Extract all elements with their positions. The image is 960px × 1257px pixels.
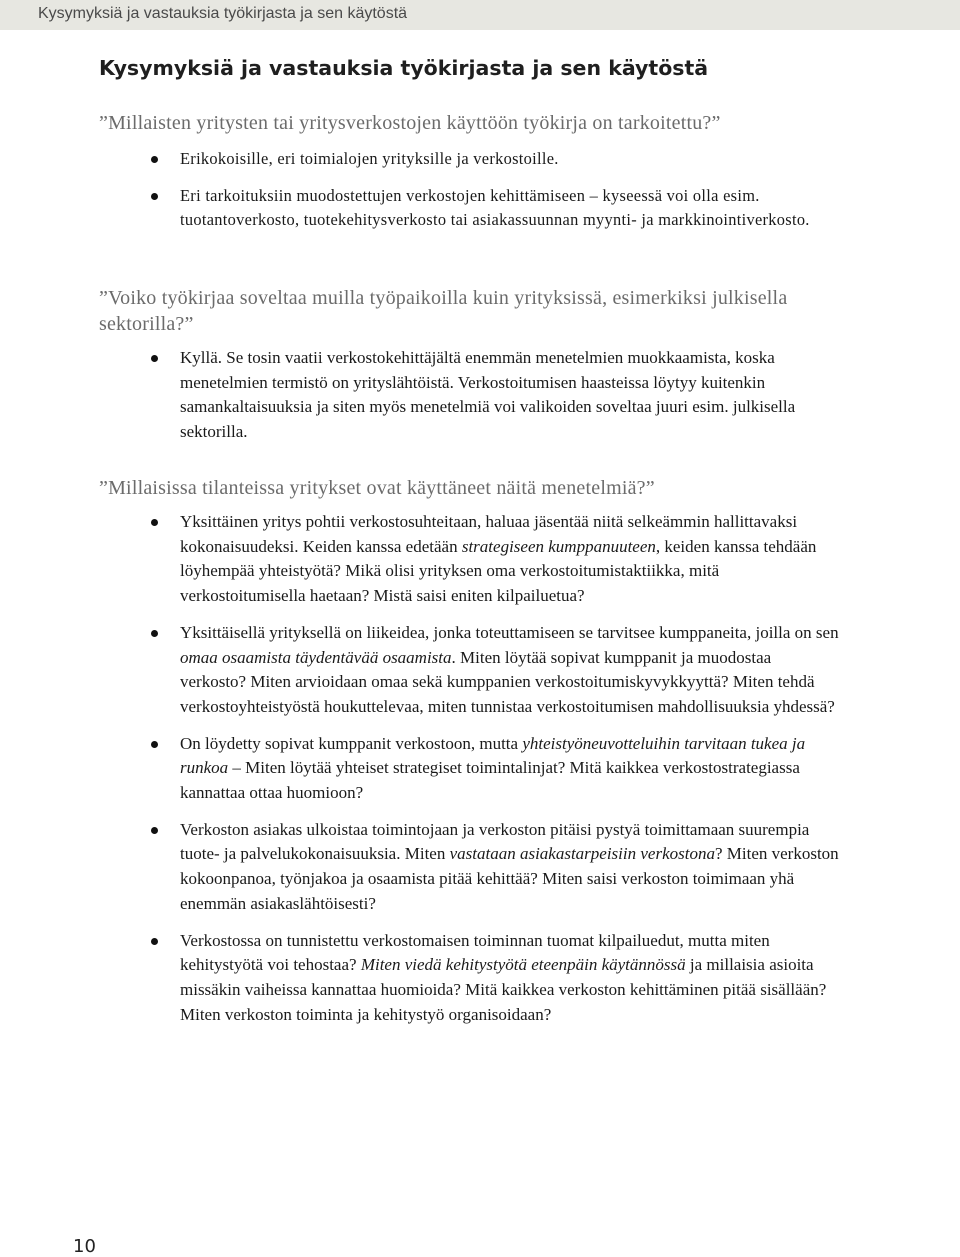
- list-item: Eri tarkoituksiin muodostettujen verkostojen kehittämiseen – kyseessä voi olla esim. tuotantoverkosto, tuotekehitysverkosto tai asiakassuunnan myynti- ja markkinointiverkosto.: [150, 184, 840, 233]
- bullet-icon: [151, 630, 158, 637]
- list-item: On löydetty sopivat kumppanit verkostoon, mutta yhteistyöneuvotteluihin tarvitaan tukea ja runkoa – Miten löytää yhteiset strategiset toimintalinjat? Mitä kaikkea verkostostrategiassa kannattaa ottaa huomioon?: [150, 732, 840, 806]
- list-item: Verkoston asiakas ulkoistaa toimintojaan ja verkoston pitäisi pystyä toimittamaan suurempia tuote- ja palvelukokonaisuuksia. Miten vastataan asiakastarpeisiin verkostona? Miten verkoston kokoonpanoa, työnjakoa ja osaamista pitää kehittää? Miten saisi verkoston toimimaan yhä enemmän asiakaslähtöisesti?: [150, 818, 840, 917]
- running-header-title: Kysymyksiä ja vastauksia työkirjasta ja sen käytöstä: [38, 5, 408, 22]
- list-item: Verkostossa on tunnistettu verkostomaisen toiminnan tuomat kilpailuedut, mutta miten kehitystyötä voi tehostaa? Miten viedä kehitystyötä eteenpäin käytännössä ja millaisia asioita missäkin vaiheissa kannattaa huomioida? Mitä kaikkea verkoston kehittäminen pitää sisällään? Miten verkoston toiminta ja kehitystyö organisoidaan?: [150, 929, 840, 1028]
- list-item: Yksittäisellä yrityksellä on liikeidea, jonka toteuttamiseen se tarvitsee kumppaneita, joilla on sen omaa osaamista täydentävää osaamista. Miten löytää sopivat kumppanit ja muodostaa verkosto? Miten arvioidaan omaa sekä kumppanien verkostoitumiskyvykkyyttä? Miten tehdä verkostoyhteistyöstä houkuttelevaa, miten tunnistaa verkostoitumisen mahdollisuuksia yhdessä?: [150, 621, 840, 720]
- bullet-icon: [151, 741, 158, 748]
- question-1: ”Millaisten yritysten tai yritysverkostojen käyttöön työkirja on tarkoitettu?”: [99, 112, 721, 134]
- bullet-icon: [151, 938, 158, 945]
- bullet-icon: [151, 827, 158, 834]
- running-header-band: [0, 0, 960, 30]
- list-item: Erikokoisille, eri toimialojen yrityksille ja verkostoille.: [150, 147, 840, 172]
- bullet-icon: [151, 193, 158, 200]
- question-3: ”Millaisissa tilanteissa yritykset ovat käyttäneet näitä menetelmiä?”: [99, 477, 655, 499]
- list-item: Kyllä. Se tosin vaatii verkostokehittäjältä enemmän menetelmien muokkaamista, koska menetelmien termistö on yrityslähtöistä. Verkostoitumisen haasteissa löytyy kuitenkin samankaltaisuuksia ja siten myös menetelmiä voi valikoiden soveltaa juuri esim. julkisella sektorilla.: [150, 346, 840, 445]
- page-title: Kysymyksiä ja vastauksia työkirjasta ja sen käytöstä: [99, 56, 709, 80]
- bullet-icon: [151, 519, 158, 526]
- bullet-icon: [151, 156, 158, 163]
- answer-list-1: [150, 147, 840, 233]
- question-2: ”Voiko työkirjaa soveltaa muilla työpaikoilla kuin yrityksissä, esimerkiksi julkisella sektorilla?”: [99, 287, 788, 335]
- list-item: Yksittäinen yritys pohtii verkostosuhteitaan, haluaa jäsentää niitä selkeämmin hallittavaksi kokonaisuudeksi. Keiden kanssa edetään strategiseen kumppanuuteen, keiden kanssa tehdään löyhempää yhteistyötä? Mikä olisi yrityksen oma verkostoitumistaktiikka, mitä verkostoitumisella haetaan? Mistä saisi eniten kilpailuetua?: [150, 510, 840, 609]
- bullet-icon: [151, 355, 158, 362]
- answer-list-3: [150, 510, 840, 1027]
- page-number: 10: [73, 1236, 96, 1257]
- answer-list-2: [150, 346, 840, 445]
